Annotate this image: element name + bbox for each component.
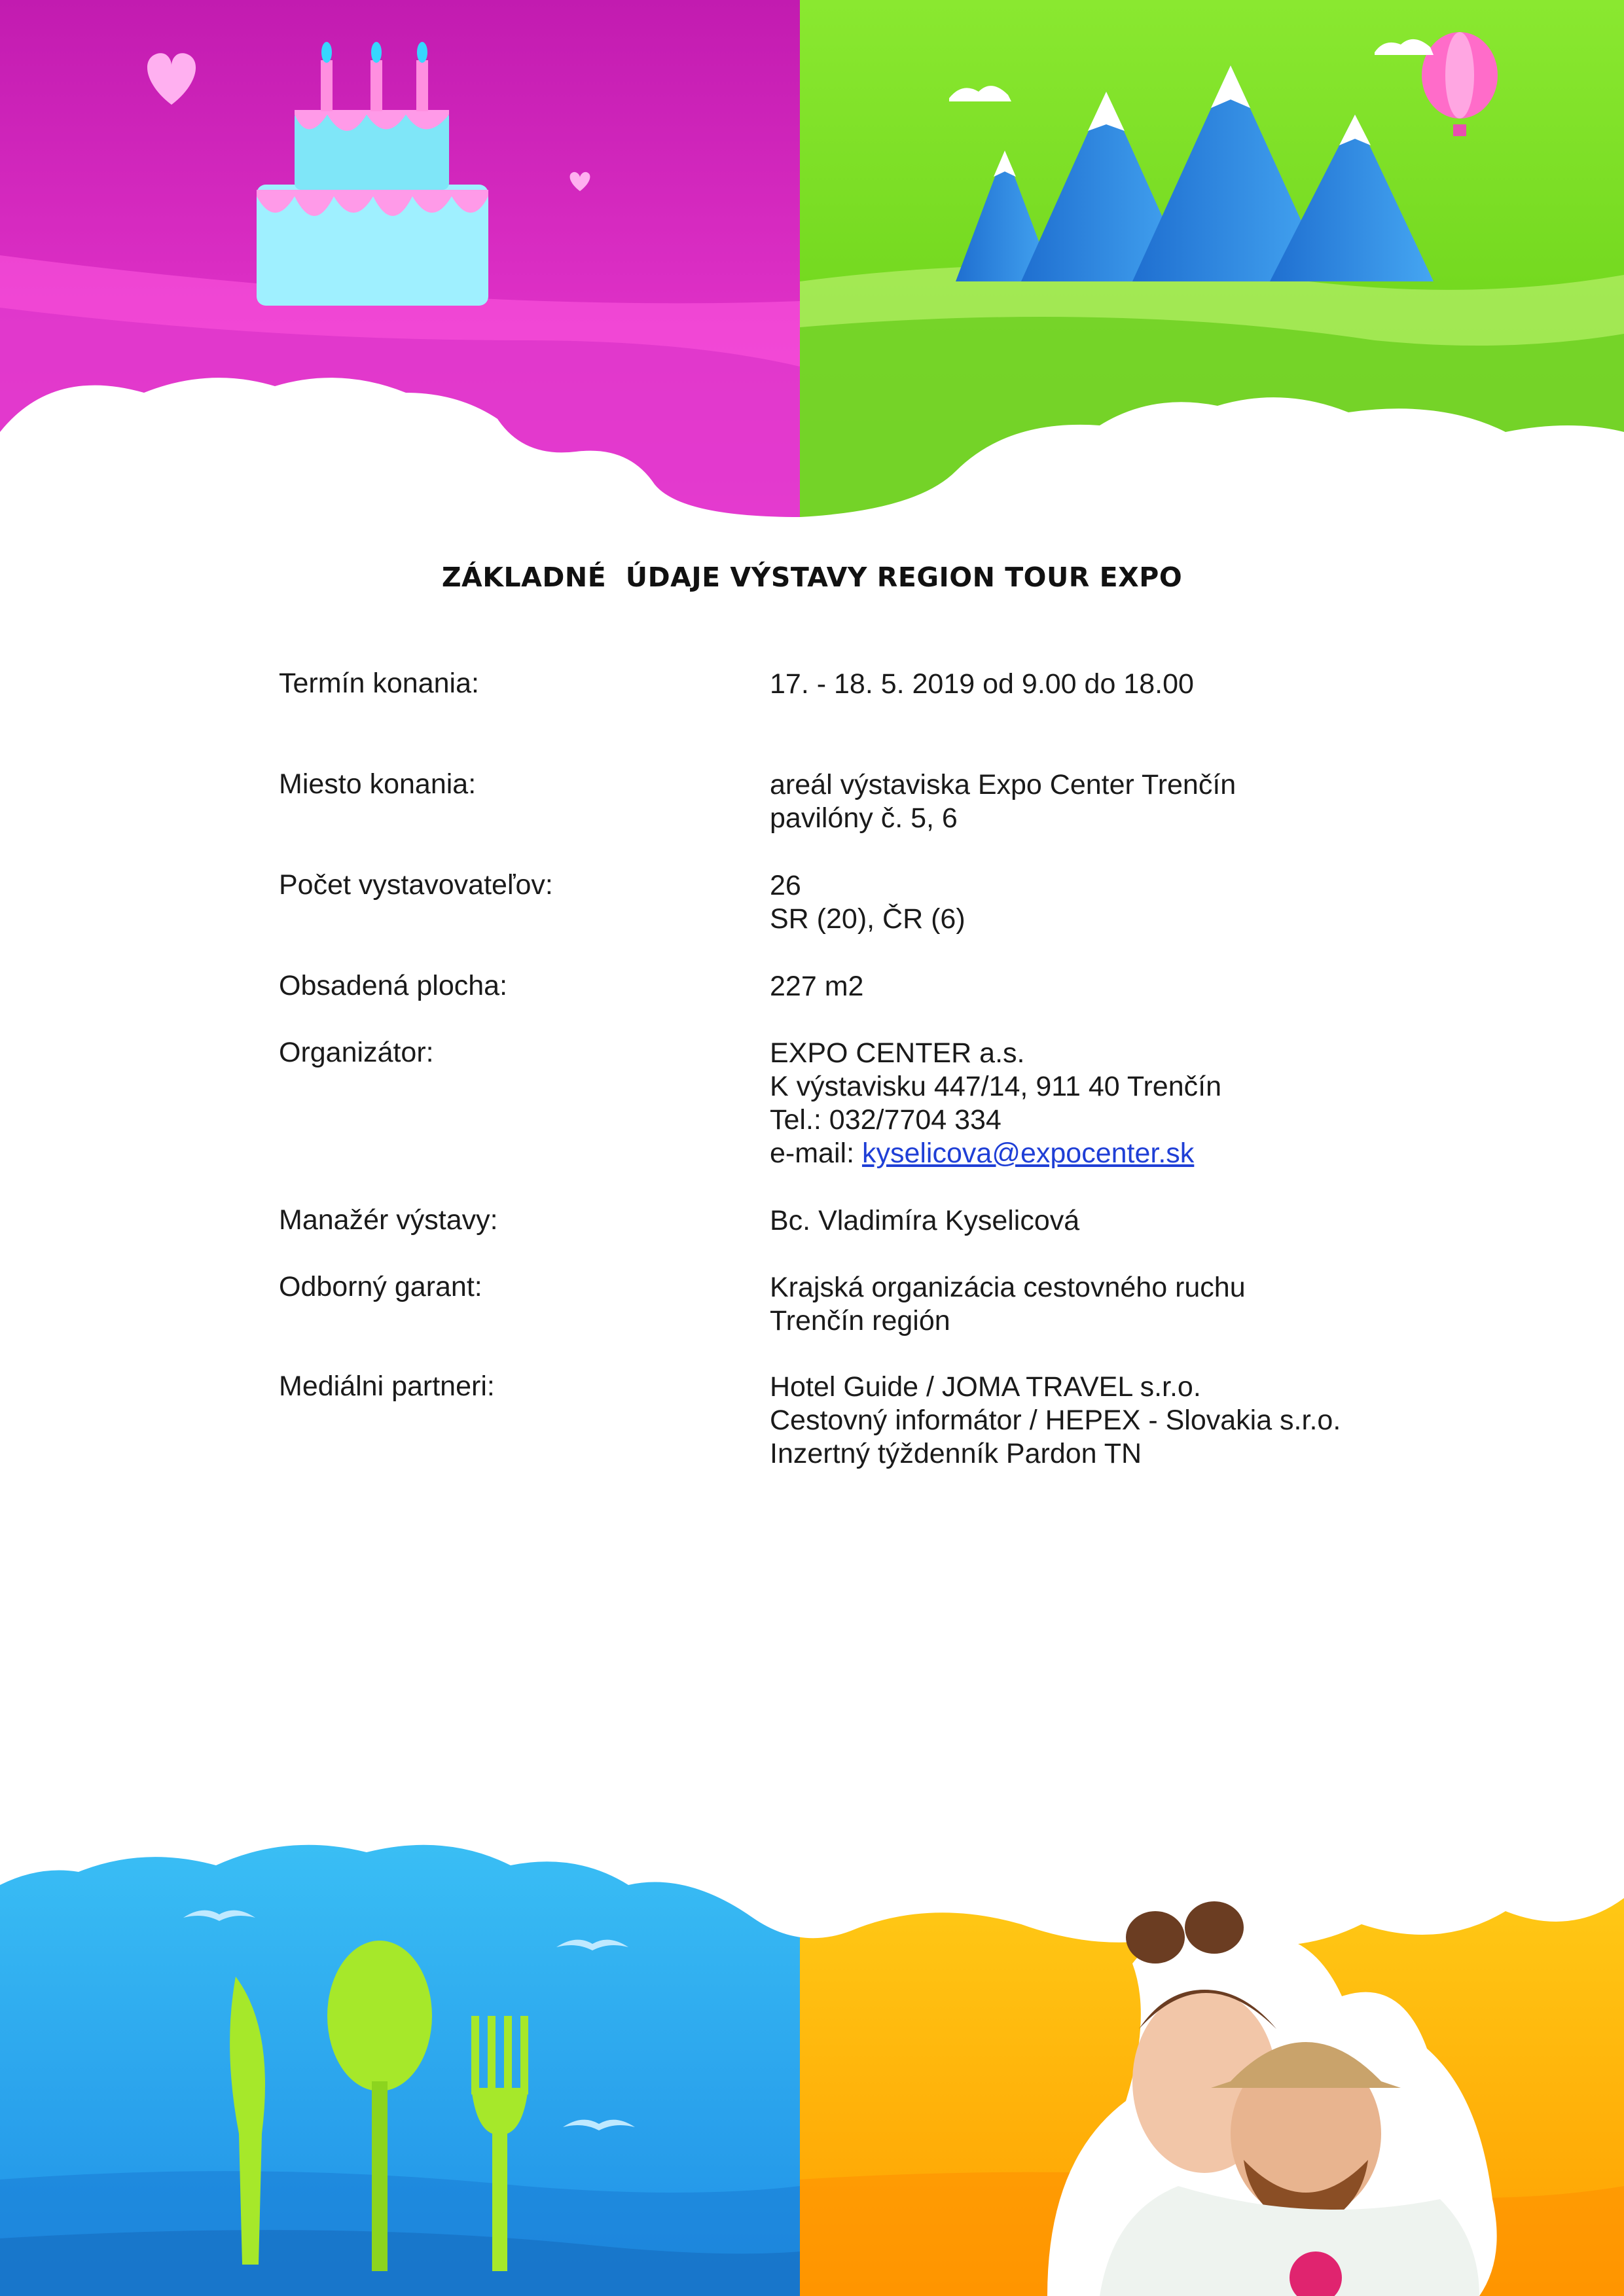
- guarantor-value: [770, 1271, 1246, 1338]
- term-value: [770, 668, 1194, 701]
- guarantor-label: Odborný garant:: [279, 1271, 482, 1302]
- organizer-value-line: Tel.: 032/7704 334: [770, 1104, 1001, 1136]
- venue-value-line: pavilóny č. 5, 6: [770, 802, 958, 834]
- email-prefix: e-mail:: [770, 1138, 862, 1169]
- area-label: Obsadená plocha:: [279, 970, 508, 1001]
- organizer-value-line: K výstavisku 447/14, 911 40 Trenčín: [770, 1071, 1221, 1102]
- document-title: ZÁKLADNÉ ÚDAJE VÝSTAVY REGION TOUR EXPO: [441, 562, 1183, 593]
- venue-value: [770, 768, 1236, 835]
- media-partners-value-line: Cestovný informátor / HEPEX - Slovakia s.r.o.: [770, 1405, 1341, 1436]
- organizer-label: Organizátor:: [279, 1037, 434, 1068]
- manager-value-line: Bc. Vladimíra Kyselicová: [770, 1205, 1080, 1236]
- media-partners-value-line: Hotel Guide / JOMA TRAVEL s.r.o.: [770, 1371, 1201, 1403]
- guarantor-value-line: Krajská organizácia cestovného ruchu: [770, 1272, 1246, 1303]
- area-value: [770, 970, 863, 1003]
- media-partners-label: Mediálni partneri:: [279, 1371, 495, 1402]
- term-value-line: 17. - 18. 5. 2019 od 9.00 do 18.00: [770, 668, 1194, 700]
- term-label: Termín konania:: [279, 668, 479, 699]
- media-partners-value: [770, 1371, 1341, 1471]
- exhibitors-value-line: SR (20), ČR (6): [770, 903, 965, 935]
- email-link[interactable]: kyselicova@expocenter.sk: [861, 1138, 1195, 1169]
- organizer-value: [770, 1037, 1221, 1170]
- venue-value-line: areál výstaviska Expo Center Trenčín: [770, 769, 1236, 800]
- media-partners-value-line: Inzertný týždenník Pardon TN: [770, 1438, 1142, 1469]
- exhibitors-value: [770, 869, 965, 936]
- venue-label: Miesto konania:: [279, 768, 477, 800]
- manager-label: Manažér výstavy:: [279, 1204, 498, 1236]
- area-value-line: 227 m2: [770, 971, 864, 1002]
- organizer-email-line: [770, 1137, 1221, 1170]
- exhibitors-label: Počet vystavovateľov:: [279, 869, 553, 901]
- exhibitors-value-line: 26: [770, 870, 801, 901]
- guarantor-value-line: Trenčín región: [770, 1305, 950, 1336]
- manager-value: [770, 1204, 1079, 1238]
- organizer-value-line: EXPO CENTER a.s.: [770, 1037, 1025, 1069]
